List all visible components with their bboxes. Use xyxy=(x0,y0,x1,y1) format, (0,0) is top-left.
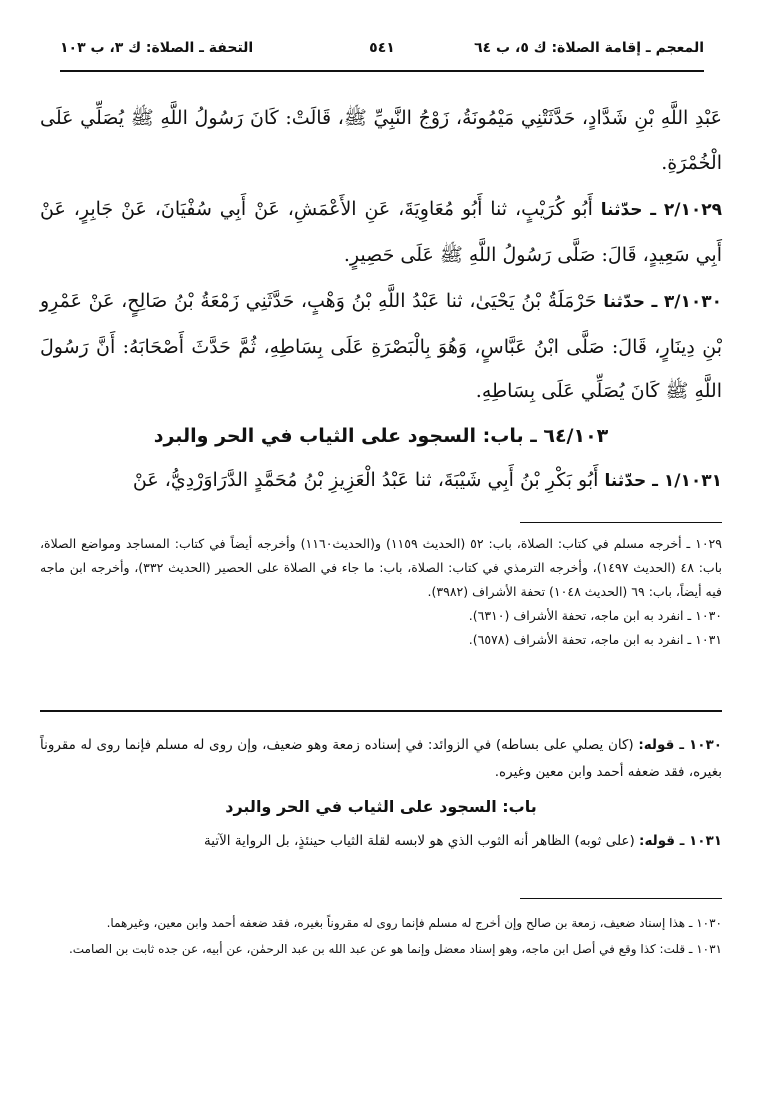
commentary-label: ١٠٣٠ ـ قوله: xyxy=(638,737,722,753)
commentary-text: (على ثوبه) الظاهر أنه الثوب الذي هو لابسه لقلة الثياب حينئذٍ، بل الرواية الآتية xyxy=(204,833,635,849)
hadith-1029 xyxy=(40,187,722,277)
page-number: ٥٤١ xyxy=(369,40,395,56)
footnotes-block xyxy=(40,532,722,652)
footnote-1030: ١٠٣٠ ـ انفرد به ابن ماجه، تحفة الأشراف (٦٣١٠). xyxy=(468,608,722,623)
commentary-block xyxy=(40,732,722,859)
notes-rule xyxy=(520,898,722,899)
footnote-1031: ١٠٣١ ـ انفرد به ابن ماجه، تحفة الأشراف (٦٥٧٨). xyxy=(468,632,722,647)
note-1030: ١٠٣٠ ـ هذا إسناد ضعيف، زمعة بن صالح وإن أخرج له مسلم فإنما روى له مقروناً بغيره، فقد ضعفه أحمد وابن معين، وغيرهما. xyxy=(106,916,722,930)
header-left: التحفة ـ الصلاة: ك ٣، ب ١٠٣ xyxy=(60,40,254,56)
hadith-number: ١/١٠٣١ ـ حدّثنا xyxy=(604,470,722,491)
paragraph-text: عَبْدِ اللَّهِ بْنِ شَدَّادٍ، حَدَّثَتْنِي مَيْمُونَةُ، زَوْجُ النَّبِيِّ ﷺ، قَالَتْ: كَانَ رَسُولُ اللَّهِ ﷺ يُصَلِّي عَلَى الْخُمْرَةِ. xyxy=(40,107,722,174)
commentary-1031 xyxy=(40,828,722,855)
footnote-rule xyxy=(520,522,722,523)
notes-block xyxy=(40,912,722,964)
main-text xyxy=(40,96,722,505)
hadith-text: حَرْمَلَةُ بْنُ يَحْيَىٰ، ثنا عَبْدُ اللَّهِ بْنُ وَهْبٍ، حَدَّثَنِي زَمْعَةُ بْنُ صَالِحٍ، عَنْ عَمْرِو بْنِ دِينَارٍ، قَالَ: صَلَّى ابْنُ عَبَّاسٍ، وَهُوَ بِالْبَصْرَةِ عَلَى بِسَاطِهِ، ثُمَّ حَدَّثَ أَصْحَابَهُ: أَنَّ رَسُولَ اللَّهِ ﷺ كَانَ يُصَلِّي عَلَى بِسَاطِهِ. xyxy=(40,290,722,402)
commentary-label: ١٠٣١ ـ قوله: xyxy=(639,833,722,849)
commentary-1030 xyxy=(40,732,722,786)
note-1031: ١٠٣١ ـ قلت: كذا وقع في أصل ابن ماجه، وهو إسناد معضل وإنما هو عن عبد الله بن عبد الرحمٰن، عن أبيه، عن جده ثابت بن الصامت. xyxy=(68,942,722,956)
chapter-heading: ٦٤/١٠٣ ـ باب: السجود على الثياب في الحر والبرد xyxy=(153,424,609,447)
paragraph-continuation xyxy=(40,96,722,185)
header-rule xyxy=(60,70,704,72)
hadith-number: ٢/١٠٢٩ ـ حدّثنا xyxy=(600,200,722,220)
running-header xyxy=(60,40,704,66)
commentary-text: (كان يصلي على بساطه) في الزوائد: في إسناده زمعة وهو ضعيف، وإن روى له مسلم فإنما روى له مقروناً بغيره، فقد ضعفه أحمد وابن معين وغيره. xyxy=(40,737,722,780)
commentary-heading: باب: السجود على الثياب في الحر والبرد xyxy=(225,797,537,816)
header-right: المعجم ـ إقامة الصلاة: ك ٥، ب ٦٤ xyxy=(474,40,704,56)
footnote-1029: ١٠٢٩ ـ أخرجه مسلم في كتاب: الصلاة، باب: ٥٢ (الحديث ١١٥٩) و(الحديث١١٦٠) وأخرجه أيضاً في كتاب: المساجد ومواضع الصلاة، باب: ٤٨ (الحديث ١٤٩٧)، وأخرجه الترمذي في كتاب: الصلاة، باب: ما جاء في الصلاة على الحصير (الحديث ٣٣٢)، وأخرجه ابن ماجه فيه أيضاً، باب: ٦٩ (الحديث ١٠٤٨) تحفة الأشراف (٣٩٨٢). xyxy=(40,536,722,599)
hadith-text: أَبُو كُرَيْبٍ، ثنا أَبُو مُعَاوِيَةَ، عَنِ الأَعْمَشِ، عَنْ أَبِي سُفْيَانَ، عَنْ جَابِرٍ، عَنْ أَبِي سَعِيدٍ، قَالَ: صَلَّى رَسُولُ اللَّهِ ﷺ عَلَى حَصِيرٍ. xyxy=(40,198,722,266)
hadith-number: ٣/١٠٣٠ ـ حدّثنا xyxy=(603,292,722,312)
hadith-1031 xyxy=(40,458,722,504)
commentary-rule xyxy=(40,710,722,712)
hadith-text: أَبُو بَكْرِ بْنُ أَبِي شَيْبَةَ، ثنا عَبْدُ الْعَزِيزِ بْنُ مُحَمَّدٍ الدَّرَاوَرْدِيُّ، عَنْ xyxy=(132,468,599,491)
hadith-1030 xyxy=(40,279,722,414)
